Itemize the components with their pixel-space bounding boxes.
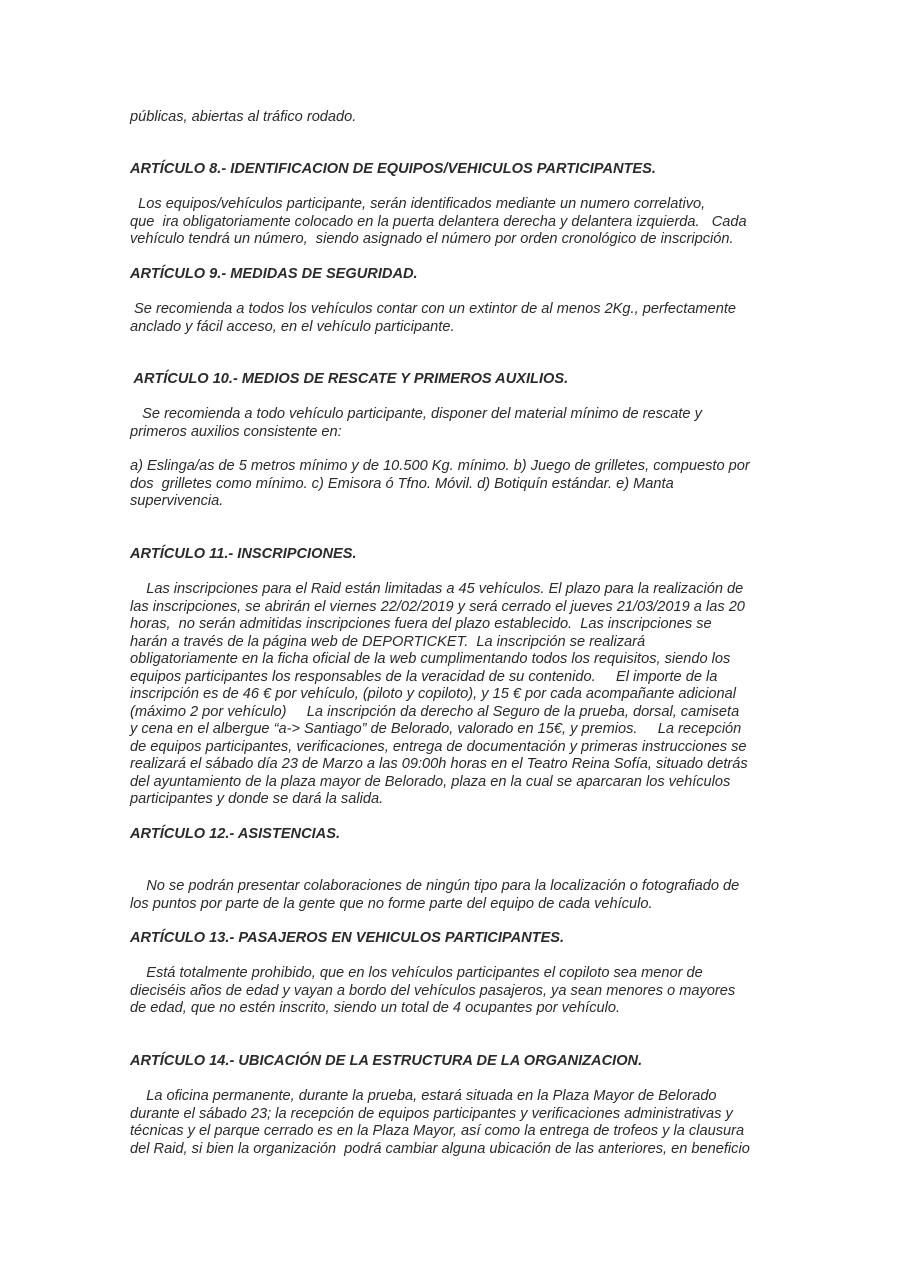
article-8-line: Los equipos/vehículos participante, serán identificados mediante un numero correlativo, [130, 196, 706, 212]
article-9-line: anclado y fácil acceso, en el vehículo participante. [130, 318, 455, 335]
article-11-line: Las inscripciones para el Raid están limitadas a 45 vehículos. El plazo para la realización de [130, 581, 744, 597]
article-13-line: Está totalmente prohibido, que en los vehículos participantes el copiloto sea menor de [130, 965, 703, 981]
article-12-heading: ARTÍCULO 12.- ASISTENCIAS. [130, 826, 341, 842]
article-14-line: La oficina permanente, durante la prueba, estará situada en la Plaza Mayor de Belorado [130, 1088, 717, 1104]
article-11-line: realizará el sábado día 23 de Marzo a las 09:00h horas en el Teatro Reina Sofía, situado detrás [130, 756, 748, 772]
article-11-line: equipos participantes los responsables de la veracidad de su contenido. El importe de la [130, 668, 718, 685]
article-14-line: durante el sábado 23; la recepción de equipos participantes y verificaciones administrativas y [130, 1105, 733, 1122]
article-8-heading: ARTÍCULO 8.- IDENTIFICACION DE EQUIPOS/VEHICULOS PARTICIPANTES. [130, 161, 656, 177]
article-11-line: harán a través de la página web de DEPORTICKET. La inscripción se realizará [130, 633, 646, 650]
article-10-list-line: supervivencia. [130, 493, 224, 509]
article-14-heading: ARTÍCULO 14.- UBICACIÓN DE LA ESTRUCTURA DE LA ORGANIZACION. [130, 1053, 643, 1069]
intro-line: públicas, abiertas al tráfico rodado. [130, 109, 357, 125]
article-10-line: Se recomienda a todo vehículo participante, disponer del material mínimo de rescate y [130, 406, 702, 422]
article-14-line: del Raid, si bien la organización podrá cambiar alguna ubicación de las anteriores, en beneficio [130, 1140, 750, 1157]
article-13-line: dieciséis años de edad y vayan a bordo del vehículos pasajeros, ya sean menores o mayores [130, 982, 736, 999]
article-8-line: vehículo tendrá un número, siendo asignado el número por orden cronológico de inscripción. [130, 231, 734, 247]
article-11-line: del ayuntamiento de la plaza mayor de Belorado, plaza en la cual se aparcaran los vehículos [130, 773, 731, 790]
article-9-line: Se recomienda a todos los vehículos contar con un extintor de al menos 2Kg., perfectamente [130, 301, 736, 317]
article-12-line: los puntos por parte de la gente que no forme parte del equipo de cada vehículo. [130, 895, 653, 912]
article-10-list-line: a) Eslinga/as de 5 metros mínimo y de 10.500 Kg. mínimo. b) Juego de grilletes, compuesto por [130, 458, 750, 474]
article-14-line: técnicas y el parque cerrado es en la Plaza Mayor, así como la entrega de trofeos y la clausura [130, 1123, 745, 1139]
article-11-line: participantes y donde se dará la salida. [130, 791, 384, 807]
article-13-heading: ARTÍCULO 13.- PASAJEROS EN VEHICULOS PARTICIPANTES. [130, 930, 565, 946]
article-10-list-line: dos grilletes como mínimo. c) Emisora ó Tfno. Móvil. d) Botiquín estándar. e) Manta [130, 475, 674, 492]
article-11-line: de equipos participantes, verificaciones, entrega de documentación y primeras instrucciones se [130, 738, 747, 755]
article-11-line: las inscripciones, se abrirán el viernes 22/02/2019 y será cerrado el jueves 21/03/2019 a las 20 [130, 598, 745, 615]
article-8-line: que ira obligatoriamente colocado en la puerta delantera derecha y delantera izquierda. Cada [130, 213, 747, 230]
article-12-line: No se podrán presentar colaboraciones de ningún tipo para la localización o fotografiado de [130, 878, 740, 894]
article-10-heading: ARTÍCULO 10.- MEDIOS DE RESCATE Y PRIMEROS AUXILIOS. [130, 371, 569, 387]
article-9-heading: ARTÍCULO 9.- MEDIDAS DE SEGURIDAD. [130, 266, 418, 282]
article-11-line: horas, no serán admitidas inscripciones fuera del plazo establecido. Las inscripciones se [130, 616, 712, 632]
article-13-line: de edad, que no estén inscrito, siendo un total de 4 ocupantes por vehículo. [130, 1000, 621, 1016]
article-11-line: y cena en el albergue “a-> Santiago” de Belorado, valorado en 15€, y premios. La recepción [130, 721, 742, 737]
article-11-line: (máximo 2 por vehículo) La inscripción da derecho al Seguro de la prueba, dorsal, camiseta [130, 703, 740, 720]
article-11-line: inscripción es de 46 € por vehículo, (piloto y copiloto), y 15 € por cada acompañante adicional [130, 686, 737, 702]
article-10-line: primeros auxilios consistente en: [130, 423, 342, 440]
article-11-heading: ARTÍCULO 11.- INSCRIPCIONES. [130, 546, 357, 562]
article-11-line: obligatoriamente en la ficha oficial de la web cumplimentando todos los requisitos, siendo los [130, 651, 731, 667]
